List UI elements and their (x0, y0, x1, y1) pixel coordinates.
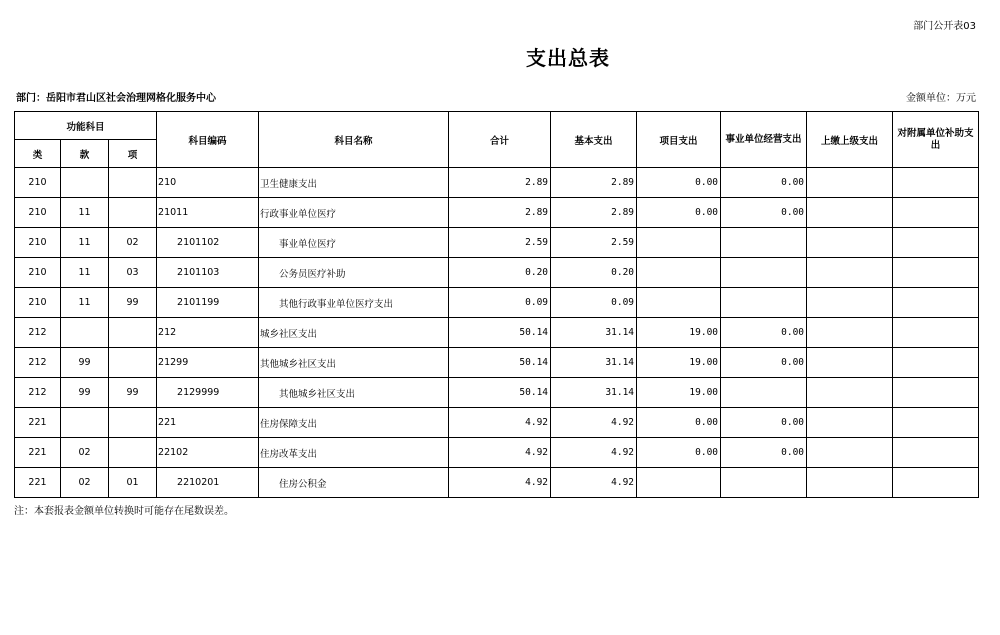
cell-name: 事业单位医疗 (259, 228, 449, 258)
cell-project: 0.00 (637, 438, 721, 468)
cell-name: 卫生健康支出 (259, 168, 449, 198)
header-kuan: 款 (61, 140, 109, 168)
cell-basic: 31.14 (551, 378, 637, 408)
header-lei: 类 (15, 140, 61, 168)
header-subject-name: 科目名称 (259, 112, 449, 168)
cell-lei: 210 (15, 228, 61, 258)
cell-upper (807, 348, 893, 378)
cell-upper (807, 288, 893, 318)
header-subject-code: 科目编码 (157, 112, 259, 168)
cell-lei: 210 (15, 258, 61, 288)
cell-lei: 210 (15, 288, 61, 318)
header-upper-payment: 上缴上级支出 (807, 112, 893, 168)
cell-subsidy (893, 228, 979, 258)
cell-total: 0.09 (449, 288, 551, 318)
cell-subsidy (893, 168, 979, 198)
cell-business: 0.00 (721, 348, 807, 378)
cell-subsidy (893, 438, 979, 468)
cell-subsidy (893, 318, 979, 348)
cell-xiang (109, 168, 157, 198)
cell-project: 19.00 (637, 318, 721, 348)
cell-business: 0.00 (721, 438, 807, 468)
cell-upper (807, 468, 893, 498)
cell-xiang: 99 (109, 378, 157, 408)
cell-code: 2101199 (157, 288, 259, 318)
table-row (15, 378, 979, 408)
cell-upper (807, 168, 893, 198)
cell-kuan: 11 (61, 198, 109, 228)
cell-subsidy (893, 408, 979, 438)
cell-kuan: 02 (61, 468, 109, 498)
cell-name: 住房保障支出 (259, 408, 449, 438)
header-basic-expenditure: 基本支出 (551, 112, 637, 168)
table-row (15, 258, 979, 288)
cell-name: 住房改革支出 (259, 438, 449, 468)
cell-kuan (61, 408, 109, 438)
footnote: 注：本套报表金额单位转换时可能存在尾数误差。 (14, 506, 234, 517)
cell-total: 2.89 (449, 198, 551, 228)
cell-total: 50.14 (449, 318, 551, 348)
cell-total: 4.92 (449, 438, 551, 468)
cell-project (637, 228, 721, 258)
cell-name: 城乡社区支出 (259, 318, 449, 348)
cell-total: 4.92 (449, 408, 551, 438)
cell-subsidy (893, 288, 979, 318)
header-project-expenditure: 项目支出 (637, 112, 721, 168)
cell-upper (807, 438, 893, 468)
cell-project (637, 258, 721, 288)
cell-code: 221 (157, 408, 259, 438)
table-row (15, 408, 979, 438)
cell-code: 2210201 (157, 468, 259, 498)
cell-code: 212 (157, 318, 259, 348)
cell-total: 4.92 (449, 468, 551, 498)
cell-name: 行政事业单位医疗 (259, 198, 449, 228)
table-row (15, 468, 979, 498)
cell-basic: 4.92 (551, 408, 637, 438)
cell-name: 其他城乡社区支出 (259, 348, 449, 378)
cell-kuan (61, 168, 109, 198)
cell-business (721, 468, 807, 498)
header-subsidiary-subsidy: 对附属单位补助支出 (893, 112, 979, 168)
cell-code: 21299 (157, 348, 259, 378)
cell-total: 2.89 (449, 168, 551, 198)
cell-kuan: 11 (61, 288, 109, 318)
cell-name: 公务员医疗补助 (259, 258, 449, 288)
cell-basic: 2.59 (551, 228, 637, 258)
page-title: 支出总表 (526, 46, 610, 70)
department-label: 部门：岳阳市君山区社会治理网格化服务中心 (16, 93, 216, 104)
cell-project (637, 288, 721, 318)
cell-code: 2101103 (157, 258, 259, 288)
cell-subsidy (893, 378, 979, 408)
cell-kuan: 99 (61, 378, 109, 408)
cell-subsidy (893, 258, 979, 288)
cell-subsidy (893, 198, 979, 228)
cell-project: 0.00 (637, 408, 721, 438)
cell-subsidy (893, 348, 979, 378)
cell-business: 0.00 (721, 318, 807, 348)
cell-business (721, 258, 807, 288)
cell-total: 50.14 (449, 378, 551, 408)
cell-project: 0.00 (637, 198, 721, 228)
cell-basic: 0.20 (551, 258, 637, 288)
header-xiang: 项 (109, 140, 157, 168)
cell-kuan: 11 (61, 258, 109, 288)
header-function-subject: 功能科目 (15, 112, 157, 140)
cell-code: 22102 (157, 438, 259, 468)
cell-kuan: 99 (61, 348, 109, 378)
cell-lei: 210 (15, 198, 61, 228)
cell-name: 住房公积金 (259, 468, 449, 498)
cell-business (721, 288, 807, 318)
cell-business (721, 378, 807, 408)
cell-total: 50.14 (449, 348, 551, 378)
cell-business: 0.00 (721, 198, 807, 228)
cell-name: 其他行政事业单位医疗支出 (259, 288, 449, 318)
cell-business: 0.00 (721, 168, 807, 198)
form-id-label: 部门公开表03 (913, 21, 976, 32)
cell-kuan: 02 (61, 438, 109, 468)
table-row (15, 198, 979, 228)
cell-basic: 31.14 (551, 348, 637, 378)
cell-upper (807, 378, 893, 408)
table-row (15, 288, 979, 318)
cell-project: 19.00 (637, 348, 721, 378)
cell-kuan: 11 (61, 228, 109, 258)
cell-project (637, 468, 721, 498)
cell-lei: 212 (15, 348, 61, 378)
cell-project: 19.00 (637, 378, 721, 408)
cell-basic: 4.92 (551, 438, 637, 468)
table-row (15, 228, 979, 258)
table-row (15, 348, 979, 378)
cell-business (721, 228, 807, 258)
cell-total: 2.59 (449, 228, 551, 258)
cell-basic: 2.89 (551, 198, 637, 228)
cell-xiang: 03 (109, 258, 157, 288)
expenditure-table (14, 111, 979, 498)
cell-xiang (109, 198, 157, 228)
cell-upper (807, 198, 893, 228)
amount-unit-label: 金额单位：万元 (906, 93, 976, 104)
cell-xiang: 99 (109, 288, 157, 318)
cell-basic: 4.92 (551, 468, 637, 498)
cell-code: 21011 (157, 198, 259, 228)
cell-name: 其他城乡社区支出 (259, 378, 449, 408)
cell-lei: 221 (15, 468, 61, 498)
cell-business: 0.00 (721, 408, 807, 438)
cell-lei: 210 (15, 168, 61, 198)
cell-basic: 2.89 (551, 168, 637, 198)
cell-upper (807, 408, 893, 438)
cell-lei: 212 (15, 378, 61, 408)
cell-project: 0.00 (637, 168, 721, 198)
header-total: 合计 (449, 112, 551, 168)
cell-xiang (109, 318, 157, 348)
cell-kuan (61, 318, 109, 348)
cell-xiang (109, 348, 157, 378)
cell-xiang: 02 (109, 228, 157, 258)
cell-upper (807, 318, 893, 348)
cell-code: 2129999 (157, 378, 259, 408)
cell-basic: 31.14 (551, 318, 637, 348)
table-row (15, 168, 979, 198)
cell-lei: 221 (15, 408, 61, 438)
cell-lei: 212 (15, 318, 61, 348)
header-business-expenditure: 事业单位经营支出 (721, 112, 807, 168)
cell-total: 0.20 (449, 258, 551, 288)
cell-xiang (109, 408, 157, 438)
cell-lei: 221 (15, 438, 61, 468)
cell-basic: 0.09 (551, 288, 637, 318)
table-row (15, 438, 979, 468)
cell-xiang: 01 (109, 468, 157, 498)
cell-subsidy (893, 468, 979, 498)
cell-upper (807, 228, 893, 258)
table-row (15, 318, 979, 348)
cell-xiang (109, 438, 157, 468)
cell-upper (807, 258, 893, 288)
cell-code: 210 (157, 168, 259, 198)
cell-code: 2101102 (157, 228, 259, 258)
